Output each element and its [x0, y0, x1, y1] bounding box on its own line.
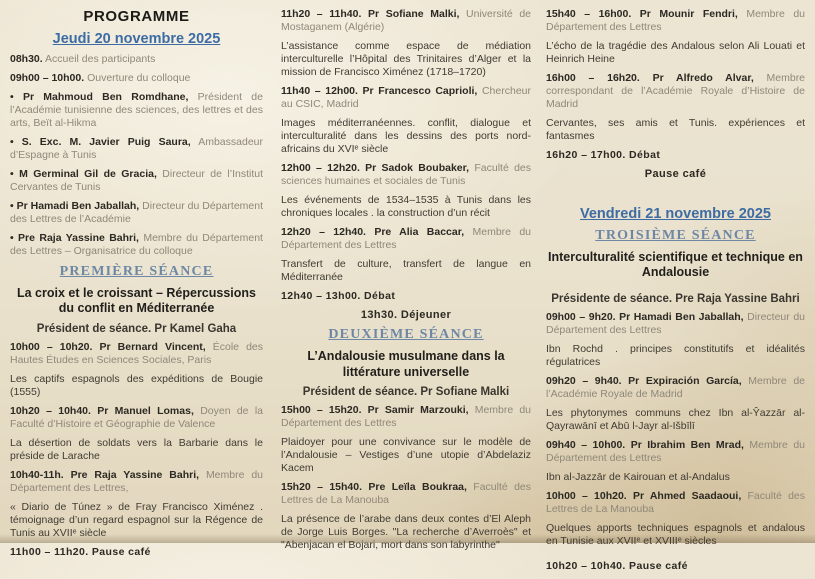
speaker-entry	[281, 481, 531, 507]
time-label: 12h20 – 12h40.	[281, 226, 366, 239]
participant-entry	[10, 91, 263, 130]
schedule-line	[546, 149, 805, 162]
speaker-affiliation: Membre correspondant de l’Académie Royale d’Histoire de Madrid	[546, 72, 806, 111]
talk-title: L’écho de la tragédie des Andalous selon Ali Louati et Heinrich Heine	[546, 40, 805, 66]
speaker-affiliation: Ambassadeur d’Espagne à Tunis	[10, 136, 264, 162]
participant-entry	[10, 232, 263, 258]
speaker-affiliation: Doyen de la Faculté d’Histoire et Géographie de Valence	[10, 404, 264, 430]
time-label: 15h20 – 15h40.	[281, 480, 363, 493]
speaker-name: Pre Raja Yassine Bahri,	[70, 468, 200, 481]
time-label: 09h40 – 10h00.	[546, 438, 626, 451]
speaker-name: Pr Mounir Fendri,	[639, 8, 738, 20]
time-label: 16h00 – 16h20.	[546, 72, 640, 85]
time-label: 10h40-11h.	[10, 468, 64, 481]
session-title: La croix et le croissant – Répercussions du conflit en Méditerranée	[17, 286, 256, 316]
speaker-entry	[281, 404, 531, 430]
speaker-name: Pr Sofiane Malki,	[368, 8, 460, 20]
talk-title: La désertion de soldats vers la Barbarie dans le préside de Larache	[10, 436, 263, 462]
time-label: 10h20 – 10h40.	[10, 404, 91, 417]
speaker-affiliation: Faculté des Lettres de La Manouba	[281, 480, 532, 506]
break-line: 13h30. Déjeuner	[360, 309, 452, 322]
speaker-affiliation: Directeur du Département des Lettres	[546, 310, 806, 336]
speaker-entry	[10, 405, 263, 431]
speaker-name: Pr Ibrahim Ben Mrad,	[630, 438, 744, 451]
talk-title: Cervantes, ses amis et Tunis. expériences et fantasmes	[546, 117, 805, 143]
time-label: 09h20 – 9h40.	[546, 374, 622, 387]
column-right	[546, 8, 805, 579]
speaker-affiliation: Chercheur au CSIC, Madrid	[281, 85, 531, 111]
speaker-name: • Pr Hamadi Ben Jaballah,	[10, 200, 140, 213]
speaker-entry	[281, 226, 531, 252]
speaker-entry	[546, 375, 805, 401]
time-label: 11h40 – 12h00.	[281, 85, 358, 98]
time-label: 15h40 – 16h00.	[546, 8, 632, 20]
speaker-affiliation: Membre du Département des Lettres	[281, 403, 532, 429]
participant-entry	[10, 200, 263, 226]
column-left	[10, 8, 263, 565]
speaker-name: Pr Bernard Vincent,	[99, 340, 206, 353]
speaker-entry	[546, 72, 805, 111]
speaker-name: • Pre Raja Yassine Bahri,	[10, 232, 139, 245]
speaker-entry	[546, 8, 805, 34]
session-chair: Présidente de séance. Pre Raja Yassine Bahri	[551, 292, 800, 305]
talk-title: Les phytonymes communs chez Ibn al-Ŷazzār al-Qayrawānī et Abū l-Jayr al-Išbīlī	[546, 406, 805, 432]
session-title: Interculturalité scientifique et technique en Andalousie	[548, 250, 803, 280]
speaker-affiliation: Membre du Département des Lettres	[281, 226, 532, 252]
speaker-entry	[281, 162, 531, 188]
speaker-affiliation: Directeur du Département des Lettres de l’Académie	[10, 200, 263, 226]
time-label: 10h00 – 10h20.	[10, 340, 93, 353]
speaker-entry	[10, 53, 263, 66]
speaker-affiliation: Membre du Département des Lettres,	[10, 468, 264, 494]
talk-title: Les événements de 1534–1535 à Tunis dans les chroniques locales . la construction d’un récit	[281, 194, 531, 220]
talk-title: Quelques apports techniques espagnols et andalous en Tunisie aux XVIIᵉ et XVIIIᵉ siècles	[546, 521, 805, 547]
session-title: L’Andalousie musulmane dans la littérature universelle	[307, 349, 505, 379]
time-label: 08h30.	[10, 53, 43, 65]
speaker-name: Pr Sadok Boubaker,	[365, 162, 470, 175]
seance-heading: TROISIÈME SÉANCE	[595, 228, 756, 244]
time-label: 12h40 – 13h00. Débat	[281, 290, 396, 303]
participant-entry	[10, 136, 263, 162]
speaker-affiliation: Président de l’Académie tunisienne des sciences, des lettres et des arts, Beït al-Hikma	[10, 91, 263, 130]
speaker-affiliation: École des Hautes Études en Sciences Sociales, Paris	[10, 340, 263, 366]
speaker-entry	[281, 85, 531, 111]
speaker-affiliation: Faculté des Lettres de La Manouba	[546, 489, 806, 515]
speaker-entry	[546, 439, 805, 465]
time-label: 10h20 – 10h40. Pause café	[546, 559, 688, 572]
speaker-affiliation: Membre du Département des Lettres	[546, 8, 806, 34]
session-chair: Président de séance. Pr Sofiane Malki	[302, 385, 510, 398]
talk-title: La présence de l’arabe dans deux contes d’El Aleph de Jorge Luis Borges. "La recherche d’Averroès" et "Abenjacan el Bojari, mort dans son labyrinthe"	[281, 512, 531, 551]
time-label: 10h00 – 10h20.	[546, 489, 627, 502]
speaker-affiliation: Faculté des sciences humaines et sociales de Tunis	[281, 162, 532, 188]
time-label: 09h00 – 9h20.	[546, 310, 616, 323]
talk-title: Transfert de culture, transfert de langue en Méditerranée	[281, 258, 531, 284]
speaker-name: Pr Francesco Caprioli,	[362, 85, 478, 98]
speaker-name: Pr Expiración García,	[628, 374, 742, 387]
participant-entry	[10, 168, 263, 194]
break-line: Pause café	[644, 168, 707, 181]
speaker-entry	[546, 490, 805, 516]
time-label: 11h20 – 11h40.	[281, 8, 362, 20]
time-label: 12h00 – 12h20.	[281, 162, 360, 175]
speaker-affiliation: Accueil des participants	[45, 53, 156, 65]
time-label: 09h00 – 10h00.	[10, 72, 85, 85]
talk-title: Ibn Rochd . principes constitutifs et idéalités régulatrices	[546, 342, 805, 368]
speaker-name: Pr Hamadi Ben Jaballah,	[619, 310, 744, 323]
talk-title: L’assistance comme espace de médiation interculturelle l’Hôpital des Trinitaires d’Alger et la mission de Francisco Ximénez (1718–1720)	[281, 40, 531, 79]
speaker-entry	[10, 72, 263, 85]
speaker-affiliation: Membre du Département des Lettres	[546, 438, 806, 464]
schedule-line	[546, 560, 805, 573]
date-heading: Vendredi 21 novembre 2025	[579, 206, 771, 223]
speaker-name: Pr Manuel Lomas,	[97, 404, 194, 417]
seance-heading: DEUXIÈME SÉANCE	[328, 327, 484, 343]
time-label: 11h00 – 11h20. Pause café	[10, 545, 151, 558]
talk-title: Plaidoyer pour une convivance sur le modèle de l’Andalousie – Vestiges d’une utopie d’Abdelaziz Kacem	[281, 435, 531, 474]
speaker-entry	[10, 341, 263, 367]
speaker-entry	[10, 469, 263, 495]
talk-title: Ibn al-Jazzār de Kairouan et al-Andalus	[546, 470, 730, 483]
date-heading: Jeudi 20 novembre 2025	[52, 31, 221, 47]
schedule-line	[10, 546, 263, 559]
talk-title: « Diario de Túnez » de Fray Francisco Ximénez . témoignage d’un regard espagnol sur la Régence de Tunis au XVIIᵉ siècle	[10, 500, 263, 539]
speaker-affiliation: Membre du Département des Lettres – Organisatrice du colloque	[10, 232, 263, 258]
speaker-name: Pr Alfredo Alvar,	[652, 72, 754, 85]
talk-title: Images méditerranéennes. conflit, dialogue et interculturalité dans les dessins des ports nord-africains du XVIᵉ siècle	[281, 117, 531, 156]
time-label: 16h20 – 17h00. Débat	[546, 149, 661, 162]
speaker-entry	[281, 8, 531, 34]
spacer	[546, 186, 805, 206]
column-middle	[281, 8, 531, 558]
programme-title: PROGRAMME	[83, 8, 190, 25]
speaker-affiliation: Directeur de l’Institut Cervantes de Tunis	[10, 168, 263, 194]
speaker-name: • S. Exc. M. Javier Puig Saura,	[10, 136, 191, 149]
schedule-line	[281, 290, 531, 303]
speaker-name: • M Germinal Gil de Gracia,	[10, 168, 157, 181]
session-chair: Président de séance. Pr Kamel Gaha	[36, 322, 237, 335]
speaker-name: Pr Ahmed Saadaoui,	[632, 489, 742, 502]
seance-heading: PREMIÈRE SÉANCE	[59, 264, 214, 280]
speaker-entry	[546, 311, 805, 337]
time-label: 15h00 – 15h20.	[281, 403, 362, 416]
speaker-name: • Pr Mahmoud Ben Romdhane,	[10, 91, 189, 104]
speaker-affiliation: Université de Mostaganem (Algérie)	[281, 8, 532, 34]
speaker-affiliation: Ouverture du colloque	[87, 72, 191, 85]
talk-title: Les captifs espagnols des expéditions de Bougie (1555)	[10, 372, 263, 398]
speaker-affiliation: Membre de l’Académie Royale de Madrid	[546, 374, 806, 400]
speaker-name: Pr Samir Marzouki,	[367, 403, 469, 416]
speaker-name: Pre Alia Baccar,	[374, 226, 465, 239]
speaker-name: Pre Leïla Boukraa,	[368, 480, 467, 493]
